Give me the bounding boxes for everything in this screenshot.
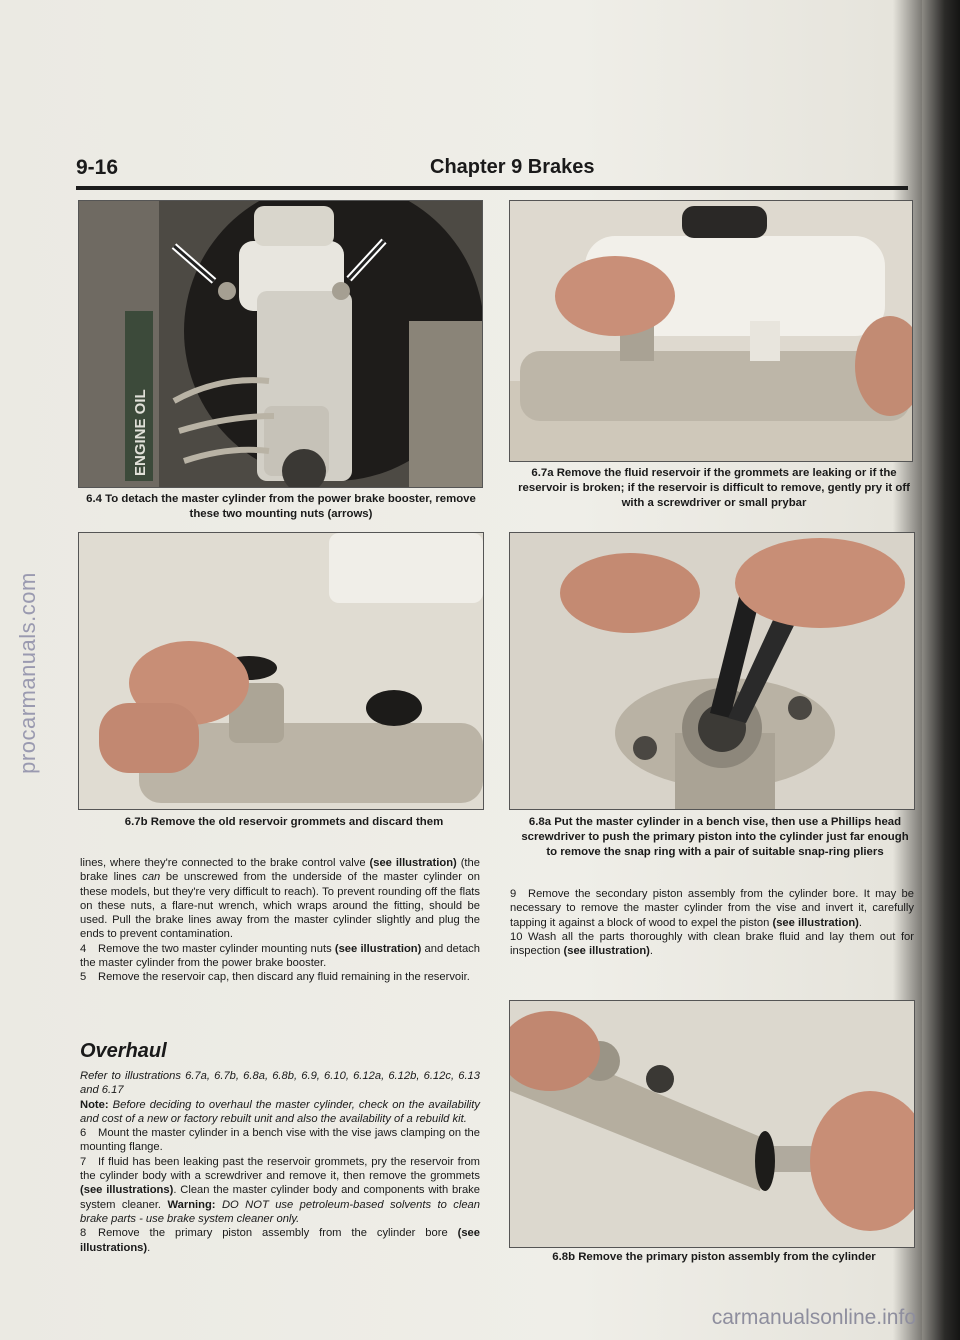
paragraph-9: 9 Remove the secondary piston assembly from the cylinder bore. It may be necessary to remove the master cylinder from the vise and invert it, carefully tapping it against a block of wood to expel the piston (see illustration). bbox=[510, 888, 914, 929]
chapter-title: Chapter 9 Brakes bbox=[430, 156, 595, 178]
engine-oil-label: ENGINE OIL bbox=[132, 389, 149, 476]
header-rule bbox=[76, 186, 908, 190]
page-number: 9-16 bbox=[76, 156, 119, 179]
caption-6-8a: 6.8a Put the master cylinder in a bench vise, then use a Phillips head screwdriver to push the primary piston into the cylinder just far enough to remove the snap ring with a pair of suitable snap-ring pliers bbox=[521, 816, 909, 858]
caption-6-8b: 6.8b Remove the primary piston assembly from the cylinder bbox=[552, 1251, 876, 1263]
bottom-watermark: carmanualsonline.info bbox=[711, 1306, 916, 1329]
paragraph-3-continued: lines, where they're connected to the brake control valve (see illustration) (the brake lines can be unscrewed from the underside of the master cylinder on these models, but they're very difficult to reach). To prevent rounding off the flats on these nuts, a flare-nut wrench, which wraps around the fitting, should be used. Pull the brake lines away from the master cylinder slightly and plug the ends to prevent contamination. bbox=[80, 857, 480, 941]
note-paragraph: Note: Before deciding to overhaul the master cylinder, check on the availability and cost of a new or factory rebuilt unit and also the availability of a rebuild kit. bbox=[80, 1098, 480, 1125]
left-column-text bbox=[80, 856, 480, 985]
photo-6-8b bbox=[509, 1000, 915, 1248]
paragraph-7: 7 If fluid has been leaking past the reservoir grommets, pry the reservoir from the cylinder body with a screwdriver and remove it, then remove the grommets (see illustrations). Clean the master cylinder body and components with brake system cleaner. Warning: DO NOT use petroleum-based solvents to clean brake parts - use brake system cleaner only. bbox=[80, 1155, 481, 1225]
caption-6-4: 6.4 To detach the master cylinder from the power brake booster, remove these two mounting nuts (arrows) bbox=[86, 493, 476, 520]
photo-6-4 bbox=[78, 200, 483, 488]
paragraph-4: 4 Remove the two master cylinder mounting nuts (see illustration) and detach the master cylinder from the power brake booster. bbox=[80, 942, 480, 970]
paragraph-5: 5 Remove the reservoir cap, then discard any fluid remaining in the reservoir. bbox=[80, 971, 470, 984]
book-spine-shadow bbox=[922, 0, 960, 1340]
paragraph-6: 6 Mount the master cylinder in a bench vise with the vise jaws clamping on the mounting flange. bbox=[80, 1127, 480, 1154]
photo-6-7b bbox=[78, 532, 484, 810]
refer-line: Refer to illustrations 6.7a, 6.7b, 6.8a, 6.8b, 6.9, 6.10, 6.12a, 6.12b, 6.12c, 6.13 and 6.17 bbox=[80, 1070, 480, 1097]
overhaul-text bbox=[80, 1069, 480, 1255]
page-header bbox=[76, 156, 906, 186]
paragraph-10: 10 Wash all the parts thoroughly with clean brake fluid and lay them out for inspection (see illustration). bbox=[510, 930, 914, 958]
caption-6-7b: 6.7b Remove the old reservoir grommets and discard them bbox=[124, 816, 444, 828]
right-column-text bbox=[510, 887, 914, 958]
paragraph-8: 8 Remove the primary piston assembly from the cylinder bore (see illustrations). bbox=[80, 1227, 480, 1254]
photo-6-8a bbox=[509, 532, 915, 810]
section-heading-overhaul: Overhaul bbox=[80, 1040, 167, 1062]
side-watermark: procarmanuals.com bbox=[15, 572, 40, 774]
photo-6-7a bbox=[509, 200, 913, 462]
caption-6-7a: 6.7a Remove the fluid reservoir if the grommets are leaking or if the reservoir is broken; if the reservoir is difficult to remove, gently pry it off with a screwdriver or small prybar bbox=[518, 467, 910, 509]
